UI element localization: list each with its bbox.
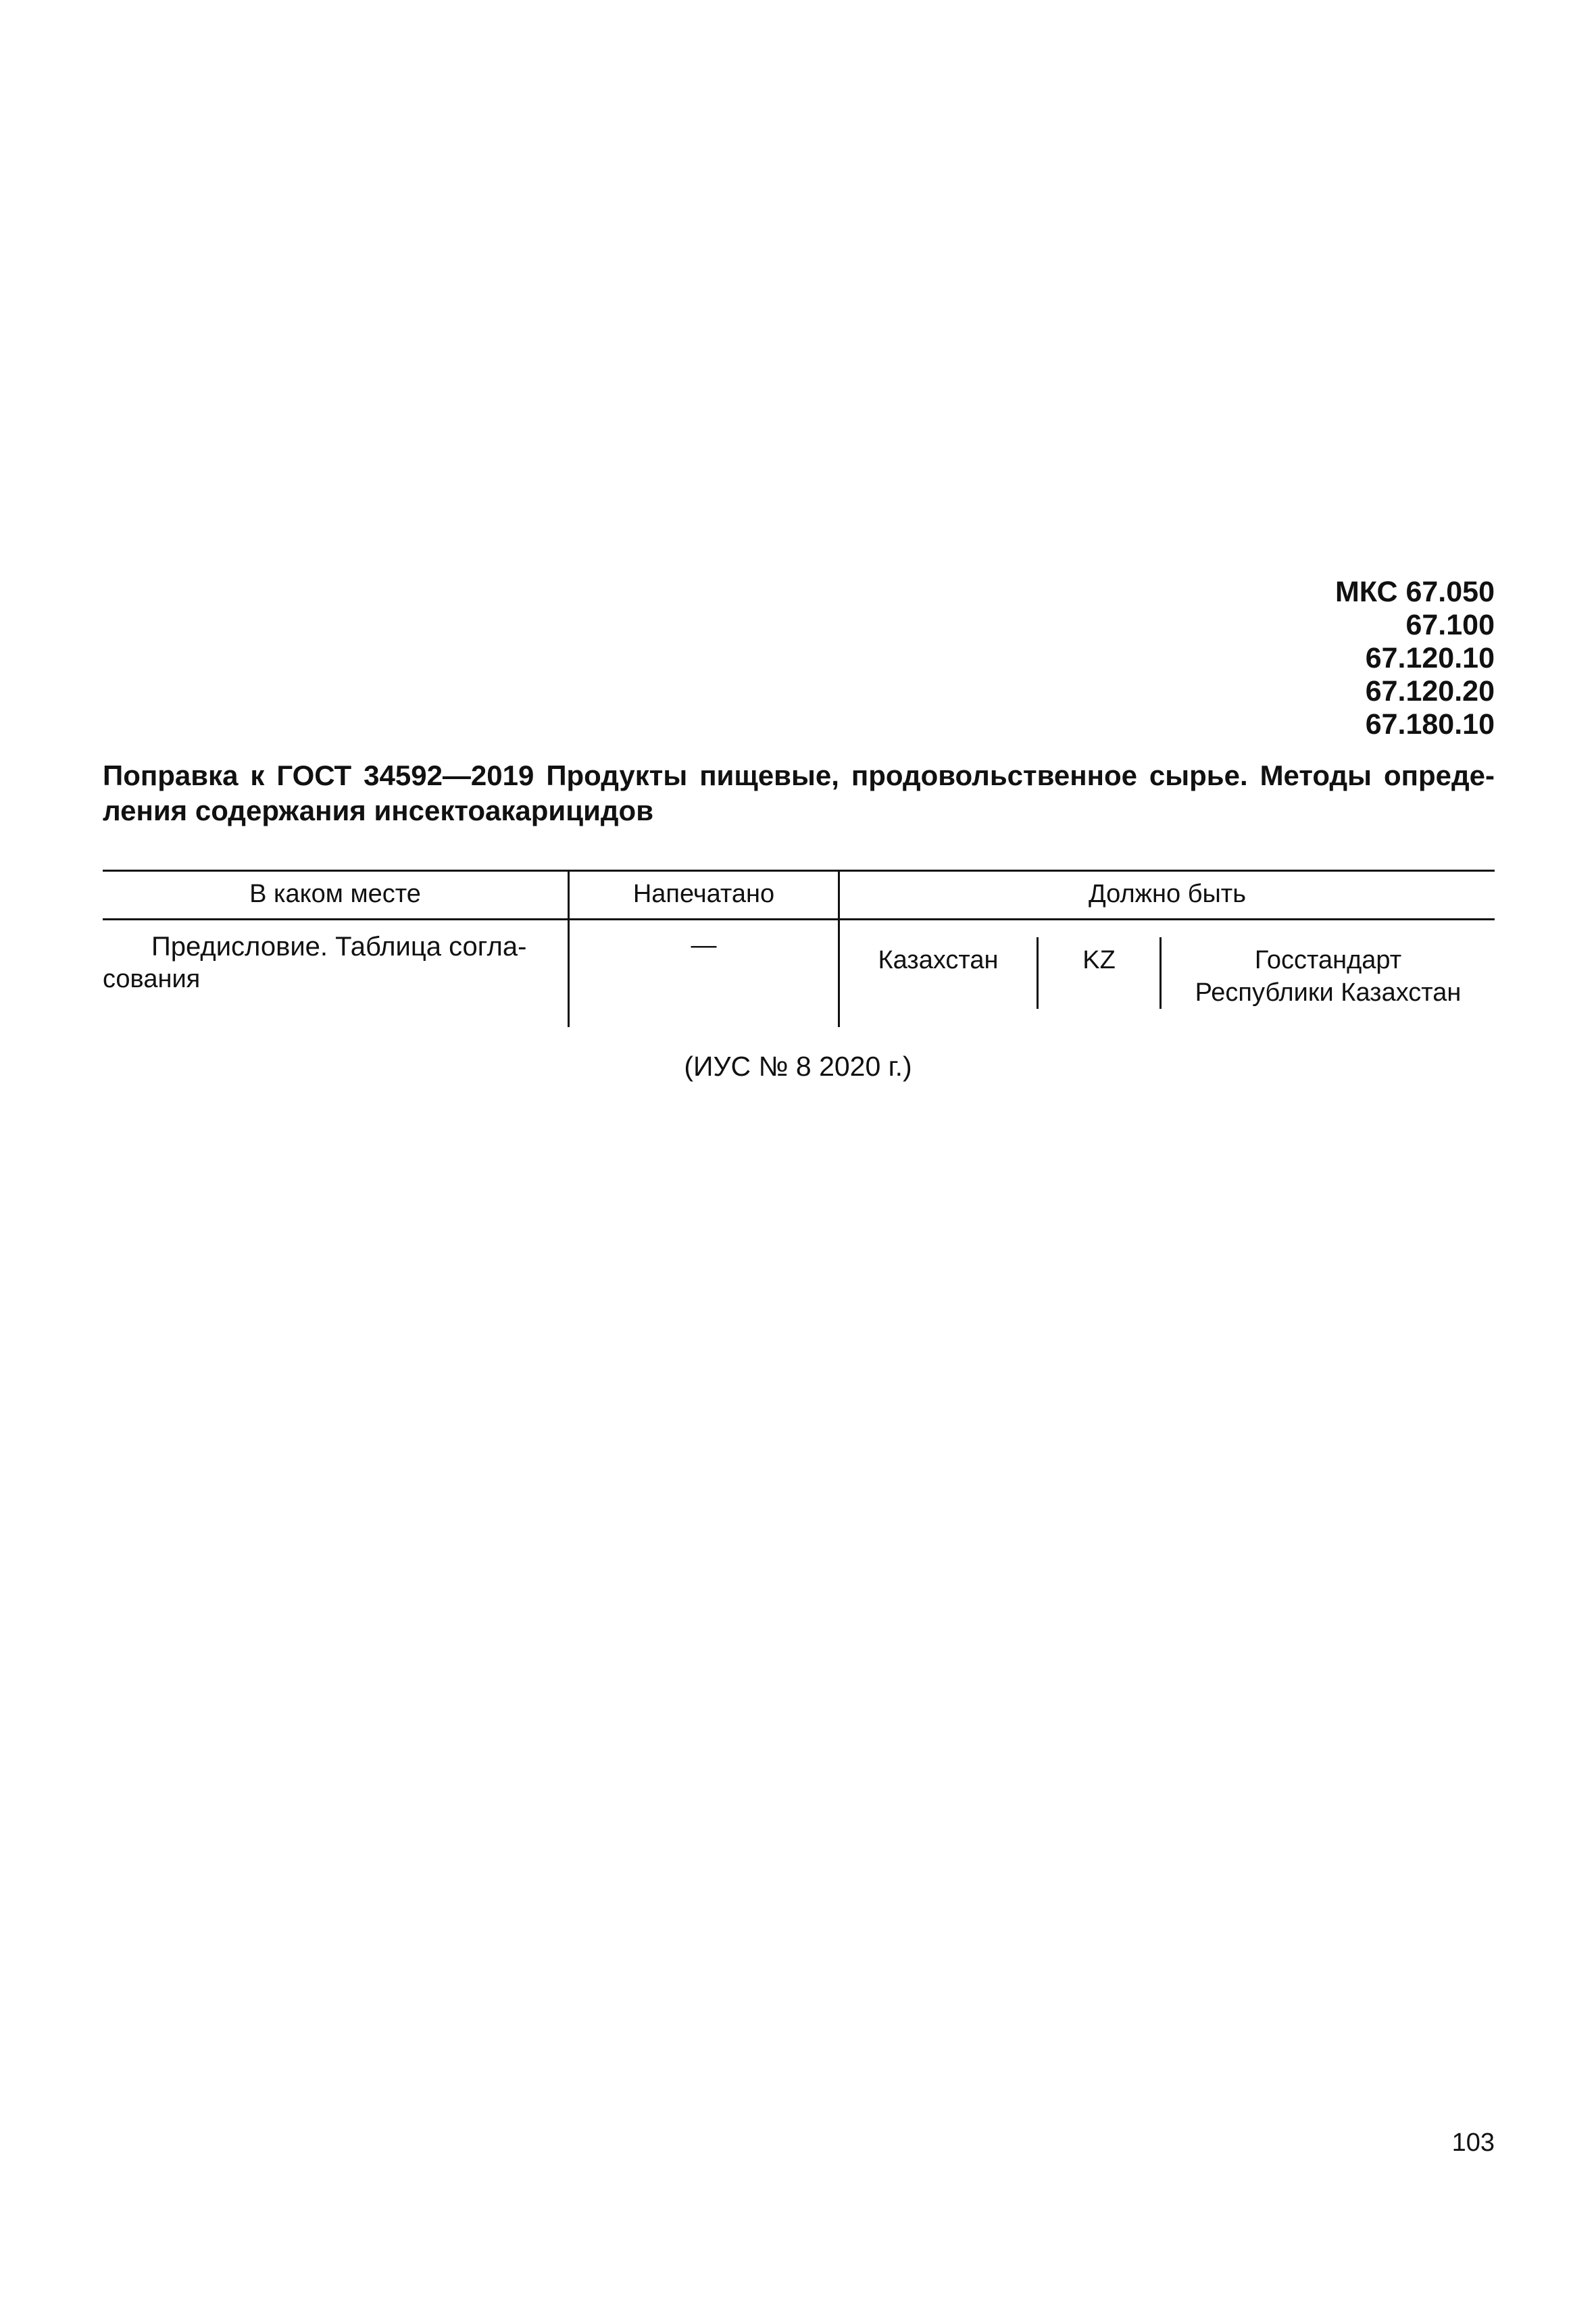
- row-printed: —: [691, 931, 717, 960]
- mks-code: 67.180.10: [1365, 708, 1495, 741]
- mks-code: 67.120.20: [1365, 675, 1495, 707]
- mks-code: 67.120.10: [1365, 642, 1495, 674]
- publication-source: (ИУС № 8 2020 г.): [684, 1051, 912, 1082]
- row-authority-line-2: Республики Казахстан: [1195, 978, 1462, 1007]
- mks-prefix: МКС: [1335, 576, 1398, 608]
- table-header-rule: [103, 918, 1495, 920]
- row-country-code: KZ: [1082, 946, 1116, 974]
- mks-code-first: [1335, 576, 1495, 609]
- mks-code: 67.100: [1405, 609, 1495, 641]
- header-should-be: Должно быть: [1088, 880, 1246, 908]
- row-place: [103, 930, 557, 995]
- row-country: Казахстан: [878, 946, 999, 974]
- title-line-1: Поправка к ГОСТ 34592—2019 Продукты пищевые, продовольственное сырье. Методы опреде-: [103, 760, 1495, 791]
- header-printed: Напечатано: [632, 880, 775, 908]
- table-top-rule: [103, 870, 1495, 872]
- row-place-line-1: Предисловие. Таблица согла-: [151, 932, 527, 962]
- correction-table: [103, 870, 1495, 1027]
- mks-code: 67.050: [1405, 576, 1495, 608]
- classification-codes: [1335, 576, 1495, 741]
- row-place-line-2: сования: [103, 965, 201, 993]
- row-authority-line-1: Госстандарт: [1254, 946, 1402, 974]
- document-title: [103, 758, 1495, 828]
- header-place: В каком месте: [249, 880, 421, 908]
- page-number: 103: [1451, 2129, 1495, 2157]
- title-line-2: ления содержания инсектоакарицидов: [103, 795, 654, 826]
- row-authority: [1162, 944, 1495, 1009]
